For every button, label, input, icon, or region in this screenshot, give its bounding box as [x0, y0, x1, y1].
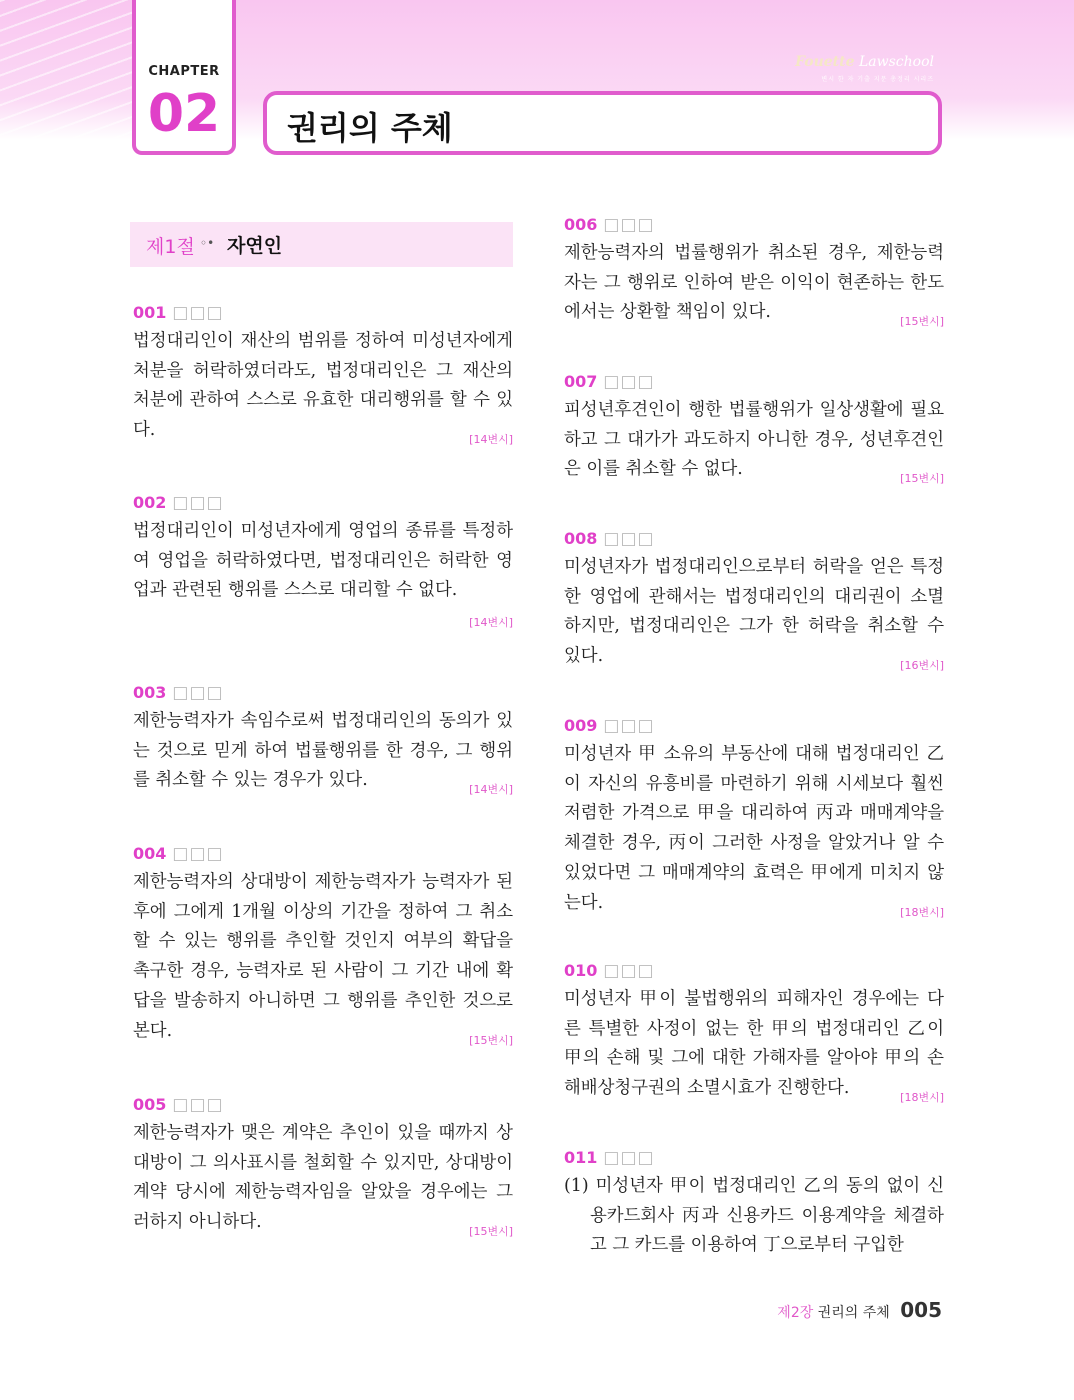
- source-tag: [15변시]: [900, 472, 944, 486]
- checkbox-icons[interactable]: □□□: [603, 372, 655, 392]
- logo-subtitle: 변시 한 자 기출 지문 총정리 시리즈: [821, 76, 934, 83]
- publisher-logo: [795, 54, 934, 70]
- checkbox-icons[interactable]: □□□: [172, 683, 224, 703]
- section-name: 자연인: [227, 235, 283, 257]
- source-tag: [15변시]: [469, 1225, 513, 1239]
- question-011: [564, 1147, 944, 1261]
- header-stripes: [0, 0, 140, 140]
- page-number: 005: [900, 1298, 942, 1322]
- chapter-tab: [132, 0, 236, 155]
- question-006: [564, 214, 944, 337]
- question-text: 법정대리인이 재산의 범위를 정하여 미성년자에게 처분을 허락하였더라도, 법정대리인은 그 재산의 처분에 관하여 스스로 유효한 대리행위를 할 수 있다.: [133, 331, 513, 441]
- question-007: [564, 371, 944, 494]
- chapter-label: CHAPTER: [148, 64, 220, 79]
- question-number: 005: [133, 1095, 167, 1114]
- footer-chapter: 제2장: [777, 1305, 814, 1321]
- section-dots-icon: ◦•: [200, 236, 215, 250]
- question-number: 004: [133, 844, 167, 863]
- source-tag: [14변시]: [469, 433, 513, 447]
- checkbox-icons[interactable]: □□□: [172, 844, 224, 864]
- question-number: 008: [564, 529, 598, 548]
- source-tag: [15변시]: [900, 315, 944, 329]
- question-number: 003: [133, 683, 167, 702]
- source-tag: [18변시]: [900, 1091, 944, 1105]
- chapter-title-box: [263, 91, 942, 155]
- question-008: [564, 528, 944, 681]
- question-003: [133, 682, 513, 805]
- question-text: 법정대리인이 미성년자에게 영업의 종류를 특정하여 영업을 허락하였다면, 법정대리인은 허락한 영업과 관련된 행위를 스스로 대리할 수 없다.: [133, 521, 513, 601]
- question-009: [564, 715, 944, 927]
- question-number: 001: [133, 303, 167, 322]
- question-number: 007: [564, 372, 598, 391]
- question-010: [564, 960, 944, 1113]
- chapter-title: 권리의 주체: [287, 109, 453, 147]
- source-tag: [18변시]: [900, 905, 944, 919]
- checkbox-icons[interactable]: □□□: [603, 716, 655, 736]
- source-tag: [14변시]: [469, 783, 513, 797]
- source-tag: [16변시]: [900, 659, 944, 673]
- checkbox-icons[interactable]: □□□: [603, 1148, 655, 1168]
- question-002: [133, 492, 513, 638]
- question-text: 제한능력자의 법률행위가 취소된 경우, 제한능력자는 그 행위로 인하여 받은 이익이 현존하는 한도에서는 상환할 책임이 있다.: [564, 243, 944, 323]
- chapter-number: 02: [147, 84, 221, 144]
- section-number: 제1절: [146, 236, 195, 258]
- question-004: [133, 843, 513, 1055]
- checkbox-icons[interactable]: □□□: [172, 493, 224, 513]
- logo-script: Lawschool: [858, 54, 934, 70]
- page-footer: [777, 1298, 942, 1322]
- checkbox-icons[interactable]: □□□: [172, 303, 224, 323]
- checkbox-icons[interactable]: □□□: [172, 1095, 224, 1115]
- question-005: [133, 1094, 513, 1247]
- question-number: 009: [564, 716, 598, 735]
- question-number: 010: [564, 961, 598, 980]
- footer-title: 권리의 주체: [817, 1305, 890, 1321]
- question-text: 미성년자 甲 소유의 부동산에 대해 법정대리인 乙이 자신의 유흥비를 마련하기 위해 시세보다 훨씬 저렴한 가격으로 甲을 대리하여 丙과 매매계약을 체결한 경우, 丙이 그러한 사정을 알았거나 알 수 있었다면 그 매매계약의 효력은 甲에게 미치지 않는다.: [564, 744, 944, 913]
- question-text: 미성년자가 법정대리인으로부터 허락을 얻은 특정한 영업에 관해서는 법정대리인의 대리권이 소멸하지만, 법정대리인은 그가 한 허락을 취소할 수 있다.: [564, 557, 944, 667]
- question-number: 002: [133, 493, 167, 512]
- question-text: 피성년후견인이 행한 법률행위가 일상생활에 필요하고 그 대가가 과도하지 아니한 경우, 성년후견인은 이를 취소할 수 없다.: [564, 400, 944, 480]
- checkbox-icons[interactable]: □□□: [603, 215, 655, 235]
- question-001: [133, 302, 513, 455]
- logo-main: Fouette: [795, 54, 855, 70]
- question-text: 제한능력자의 상대방이 제한능력자가 능력자가 된 후에 그에게 1개월 이상의 기간을 정하여 그 취소할 수 있는 행위를 추인할 것인지 여부의 확답을 촉구한 경우, 능력자로 된 사람이 그 기간 내에 확답을 발송하지 아니하면 그 행위를 추인한 것으로 본다.: [133, 872, 513, 1041]
- question-text: (1) 미성년자 甲이 법정대리인 乙의 동의 없이 신용카드회사 丙과 신용카드 이용계약을 체결하고 그 카드를 이용하여 丁으로부터 구입한: [564, 1176, 944, 1256]
- checkbox-icons[interactable]: □□□: [603, 961, 655, 981]
- checkbox-icons[interactable]: □□□: [603, 529, 655, 549]
- source-tag: [15변시]: [469, 1033, 513, 1047]
- section-heading: [130, 222, 513, 267]
- question-text: 제한능력자가 속임수로써 법정대리인의 동의가 있는 것으로 믿게 하여 법률행위를 한 경우, 그 행위를 취소할 수 있는 경우가 있다.: [133, 711, 513, 791]
- question-text: 제한능력자가 맺은 계약은 추인이 있을 때까지 상대방이 그 의사표시를 철회할 수 있지만, 상대방이 계약 당시에 제한능력자임을 알았을 경우에는 그러하지 아니하다.: [133, 1123, 513, 1233]
- question-number: 006: [564, 215, 598, 234]
- source-tag: [14변시]: [469, 616, 513, 630]
- question-number: 011: [564, 1148, 598, 1167]
- question-text: 미성년자 甲이 불법행위의 피해자인 경우에는 다른 특별한 사정이 없는 한 甲의 법정대리인 乙이 甲의 손해 및 그에 대한 가해자를 알아야 甲의 손해배상청구권의 소멸시효가 진행한다.: [564, 989, 944, 1099]
